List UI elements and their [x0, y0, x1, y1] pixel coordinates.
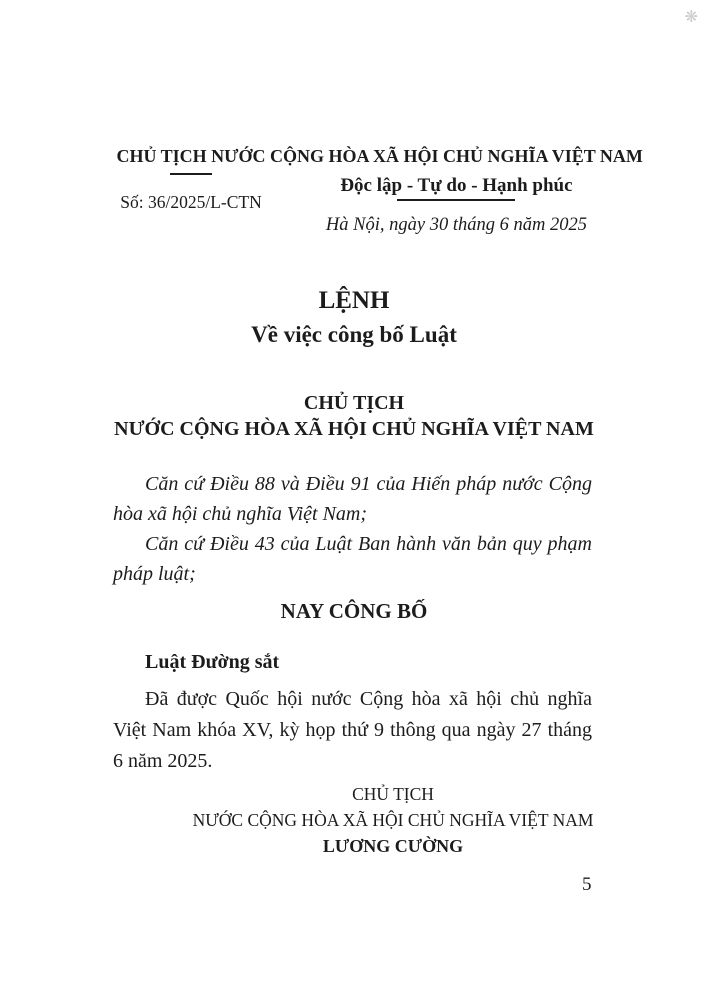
issuer-org: NƯỚC CỘNG HÒA XÃ HỘI CHỦ NGHĨA VIỆT NAM [114, 418, 594, 441]
national-motto: Độc lập - Tự do - Hạnh phúc [340, 174, 573, 196]
issuer-heading [0, 390, 708, 442]
country-name: CỘNG HÒA XÃ HỘI CHỦ NGHĨA VIỆT NAM [270, 146, 643, 166]
signature-org: NƯỚC CỘNG HÒA XÃ HỘI CHỦ NGHĨA VIỆT NAM [192, 810, 594, 831]
document-subtitle: Về việc công bố Luật [251, 321, 457, 347]
issuer-title: CHỦ TỊCH [303, 392, 405, 415]
preamble-clause-1: Căn cứ Điều 88 và Điều 91 của Hiến pháp nước Cộng hòa xã hội chủ nghĩa Việt Nam; [113, 473, 592, 526]
motto-rule [397, 199, 515, 201]
flower-ornament-icon: ❋ [684, 7, 698, 26]
place-and-date: Hà Nội, ngày 30 tháng 6 năm 2025 [325, 214, 587, 235]
authority-rule [170, 173, 212, 175]
signer-name: LƯƠNG CƯỜNG [322, 836, 464, 857]
announcement-heading: NAY CÔNG BỐ [280, 599, 428, 624]
issuing-authority: CHỦ TỊCH NƯỚC [116, 146, 266, 166]
page-number: 5 [582, 874, 592, 895]
signature-title: CHỦ TỊCH [352, 784, 434, 805]
document-header [0, 0, 708, 236]
document-number: Số: 36/2025/L-CTN [120, 191, 262, 212]
law-name: Luật Đường sắt [145, 651, 280, 674]
preamble [113, 469, 592, 589]
header-right-column [270, 146, 643, 236]
announcement-body: Đã được Quốc hội nước Cộng hòa xã hội chủ nghĩa Việt Nam khóa XV, kỳ họp thứ 9 thông qua ngày 27 tháng 6 năm 2025. [113, 688, 592, 773]
signature-block [183, 781, 603, 859]
document-title: LỆNH [318, 286, 390, 314]
preamble-clause-2: Căn cứ Điều 43 của Luật Ban hành văn bản quy phạm pháp luật; [113, 533, 592, 586]
document-title-block [0, 286, 708, 349]
header-left-column [112, 146, 270, 236]
